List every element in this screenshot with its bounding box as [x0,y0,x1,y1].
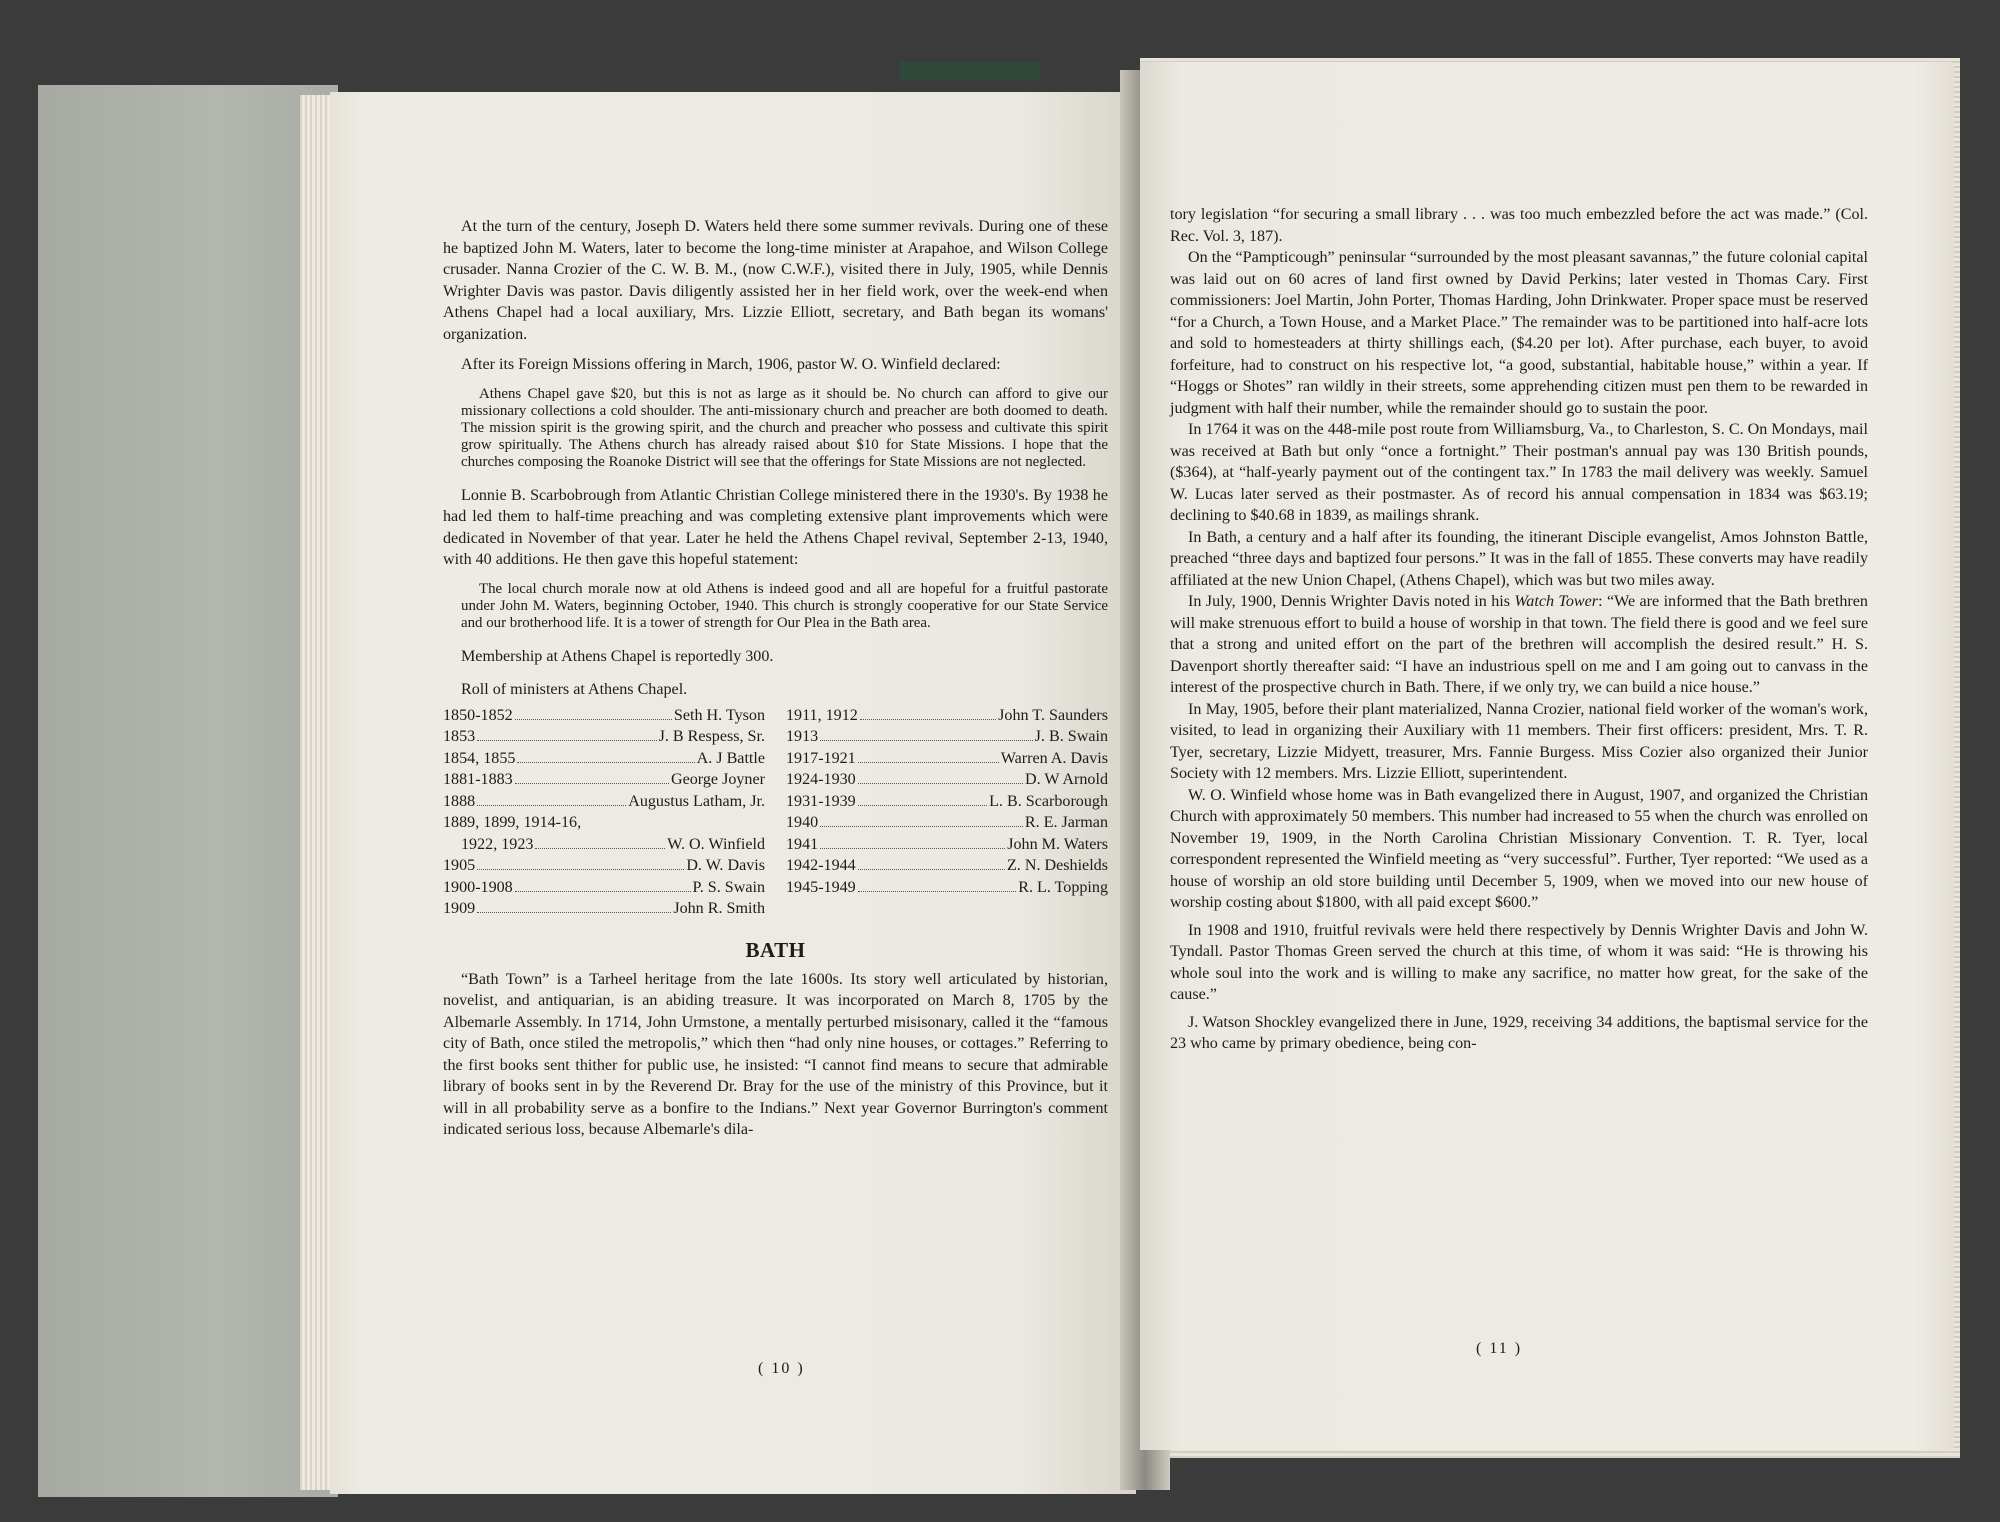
left-page [330,92,1136,1494]
roll-entry: 1941 John M. Waters [786,835,1108,853]
page-number-right: ( 11 ) [1476,1340,1523,1357]
right-page [1140,62,1954,1450]
roll-entry: 1922, 1923 W. O. Winfield [461,835,765,853]
roll-entry: 1945-1949 R. L. Topping [786,878,1108,896]
roll-entry: 1888 Augustus Latham, Jr. [443,792,765,810]
paragraph-winfield-bath: W. O. Winfield whose home was in Bath evangelized there in August, 1907, and organized the Christian Church with approximately 50 members. This number had increased to 55 when the church was enrolled on November 19, 1909, in the North Carolina Christian Missionary Convention. T. R. Tyer, local correspondent represented the Winfield meeting as “very successful”. Further, Tyer reported: “We used as a house of worship an old store building until December 5, 1909, when we moved into our new house of worship costing about $1800, with all paid except $600.” [1170,786,1868,911]
paragraph-dilatory: tory legislation “for securing a small library . . . was too much embezzled before the act was made.” (Col. Rec. Vol. 3, 187). [1170,206,1868,245]
roll-entry: 1917-1921 Warren A. Davis [786,749,1108,767]
right-page-column [1170,204,1868,1055]
roll-entry: 1942-1944 Z. N. Deshields [786,857,1108,874]
roll-entry: 1889, 1899, 1914-16, [443,814,582,831]
watch-tower-title: Watch Tower [1514,593,1599,610]
quote-winfield: Athens Chapel gave $20, but this is not as large as it should be. No church can afford to give our missionary collections a cold shoulder. The anti-missionary church and preacher are both doomed to death. The mission spirit is the growing spirit, and the church and preacher who possess and cultivate this spirit grow spiritually. The Athens church has already raised about $10 for State Missions. I hope that the churches composing the Roanoke District will see that the offerings for State Missions are not neglected. [461,385,1108,470]
left-page-column [443,216,1108,1141]
roll-entry: 1854, 1855 A. J Battle [443,749,765,767]
paragraph-battle: In Bath, a century and a half after its founding, the itinerant Disciple evangelist, Amos Johnston Battle, preached “three days and baptized four persons.” It was in the fall of 1855. These converts may have readily affiliated at the new Union Chapel, (Athens Chapel), which was but two miles away. [1170,528,1868,589]
paragraph-bath-town: “Bath Town” is a Tarheel heritage from the late 1600s. Its story well articulated by historian, novelist, and antiquarian, is an abiding treasure. It was incorporated on March 8, 1705 by the Albemarle Assembly. In 1714, John Urmstone, a mentally perturbed misisonary, called it the “famous city of Bath, once stiled the metropolis,” which then “had only nine houses, or cottages.” Referring to the first books sent thither for public use, he insisted: “I cannot find means to secure that admirable library of books sent in by the Reverend Dr. Bray for the use of the ministry of this Province, but it will in all probability serve as a bonfire to the Indians.” Next year Governor Burrington's comment indicated serious loss, because Albemarle's dila- [443,970,1108,1138]
roll-of-ministers [443,705,1108,920]
section-heading-bath: BATH [745,937,806,962]
roll-entry: 1931-1939 L. B. Scarborough [786,792,1108,810]
roll-entry: 1905 D. W. Davis [443,857,765,874]
paragraph-post-route: In 1764 it was on the 448-mile post route from Williamsburg, Va., to Charleston, S. C. On Mondays, mail was received at Bath but only “once a fortnight.” Their postman's annual pay was 130 British pounds, ($364), at “half-yearly payment out of the contingent tax.” In 1783 the mail delivery was weekly. Samuel W. Lucas later served as their postmaster. As of record his annual compensation in 1834 was $63.19; declining to $40.68 in 1839, as mailings shrank. [1170,421,1868,524]
roll-entry: 1881-1883 George Joyner [443,771,765,788]
page-number-left: ( 10 ) [758,1360,805,1377]
roll-entry: 1900-1908 P. S. Swain [443,878,765,896]
roll-entry: 1924-1930 D. W Arnold [786,771,1108,788]
roll-column-left [443,705,765,920]
paragraph-waters: At the turn of the century, Joseph D. Waters held there some summer revivals. During one of these he baptized John M. Waters, later to become the long-time minister at Arapahoe, and Wilson College crusader. Nanna Crozier of the C. W. B. M., (now C.W.F.), visited there in July, 1905, while Dennis Wrighter Davis was pastor. Davis diligently assisted her in her field work, over the week-end when Athens Chapel had a local auxiliary, Mrs. Lizzie Elliott, secretary, and Bath began its womans' organization. [443,218,1108,343]
roll-title: Roll of ministers at Athens Chapel. [461,681,688,698]
paragraph-pampticough: On the “Pampticough” peninsular “surrounded by the most pleasant savannas,” the future colonial capital was laid out on 60 acres of land first owned by David Perkins; later vested in Thomas Cary. First commissioners: Joel Martin, John Porter, Thomas Harding, John Drinkwater. Proper space must be reserved “for a Church, a Town House, and a Market Place.” The remainder was to be partitioned into half-acre lots and sold to homesteaders at thirty shillings each, ($4.20 per lot). After purchase, each buyer, to avoid forfeiture, had to construct on his respective lot, “a good, substantial, habitable house,” within a year. If “Hoggs or Shotes” ran wildly in their streets, some apprehending citizen must pen them to be rewarded in judgment with half their number, while the remainder should go to sustain the poor. [1170,249,1868,417]
paragraph-crozier: In May, 1905, before their plant materialized, Nanna Crozier, national field worker of the woman's work, visited, to lead in organizing their Auxiliary with 11 members. Their first officers: president, Mrs. T. R. Tyer, secretary, Lizzie Midyett, treasurer, Mrs. Fannie Burgess. Miss Cozier also organized their Junior Society with 12 members. Mrs. Lizzie Elliott, superintendent. [1170,700,1868,782]
roll-entry: 1911, 1912 John T. Saunders [786,706,1108,724]
roll-entry: 1850-1852 Seth H. Tyson [443,706,765,724]
book-back-cover [38,85,338,1497]
paragraph-revivals: In 1908 and 1910, fruitful revivals were held there respectively by Dennis Wrighter Davis and John W. Tyndall. Pastor Thomas Green served the church at this time, of whom it was said: “He is throwing his whole soul into the work and is willing to make any sacrifice, no matter how great, for the sake of the cause.” [1170,921,1868,1003]
paragraph-winfield-intro: After its Foreign Missions offering in March, 1906, pastor W. O. Winfield declared: [461,356,1001,373]
paragraph-membership: Membership at Athens Chapel is reportedly 300. [461,647,774,665]
spine-binding [900,62,1040,80]
paragraph-scarbobrough: Lonnie B. Scarbobrough from Atlantic Christian College ministered there in the 1930's. By 1938 he had led them to half-time preaching and was completing extensive plant improvements which were dedicated in November of that year. Later he held the Athens Chapel revival, September 2-13, 1940, with 40 additions. He then gave this hopeful statement: [443,486,1108,568]
quote-scarbobrough: The local church morale now at old Athens is indeed good and all are hopeful for a fruitful pastorate under John M. Waters, beginning October, 1940. This church is strongly cooperative for our State Service and our brotherhood life. It is a tower of strength for Our Plea in the Bath area. [461,580,1108,631]
roll-entry: 1940 R. E. Jarman [786,814,1108,831]
paragraph-shockley: J. Watson Shockley evangelized there in June, 1929, receiving 34 additions, the baptismal service for the 23 who came by primary obedience, being con- [1170,1013,1868,1052]
paragraph-watch-tower: In July, 1900, Dennis Wrighter Davis noted in his Watch Tower: “We are informed that the Bath brethren will make strenuous effort to build a house of worship in that town. The field there is good and we feel sure that a strong and united effort on the part of the brethren will accomplish the desired result.” H. S. Davenport shortly thereafter said: “I have an industrious spell on me and I am going out to canvass in the interest of the prospective church in Bath. There, if we only try, we can build a nice house.” [1170,593,1868,696]
roll-entry: 1853 J. B Respess, Sr. [443,728,765,745]
roll-entry: 1913 J. B. Swain [786,728,1108,745]
roll-entry: 1909 John R. Smith [443,900,765,917]
roll-column-right [786,705,1108,920]
